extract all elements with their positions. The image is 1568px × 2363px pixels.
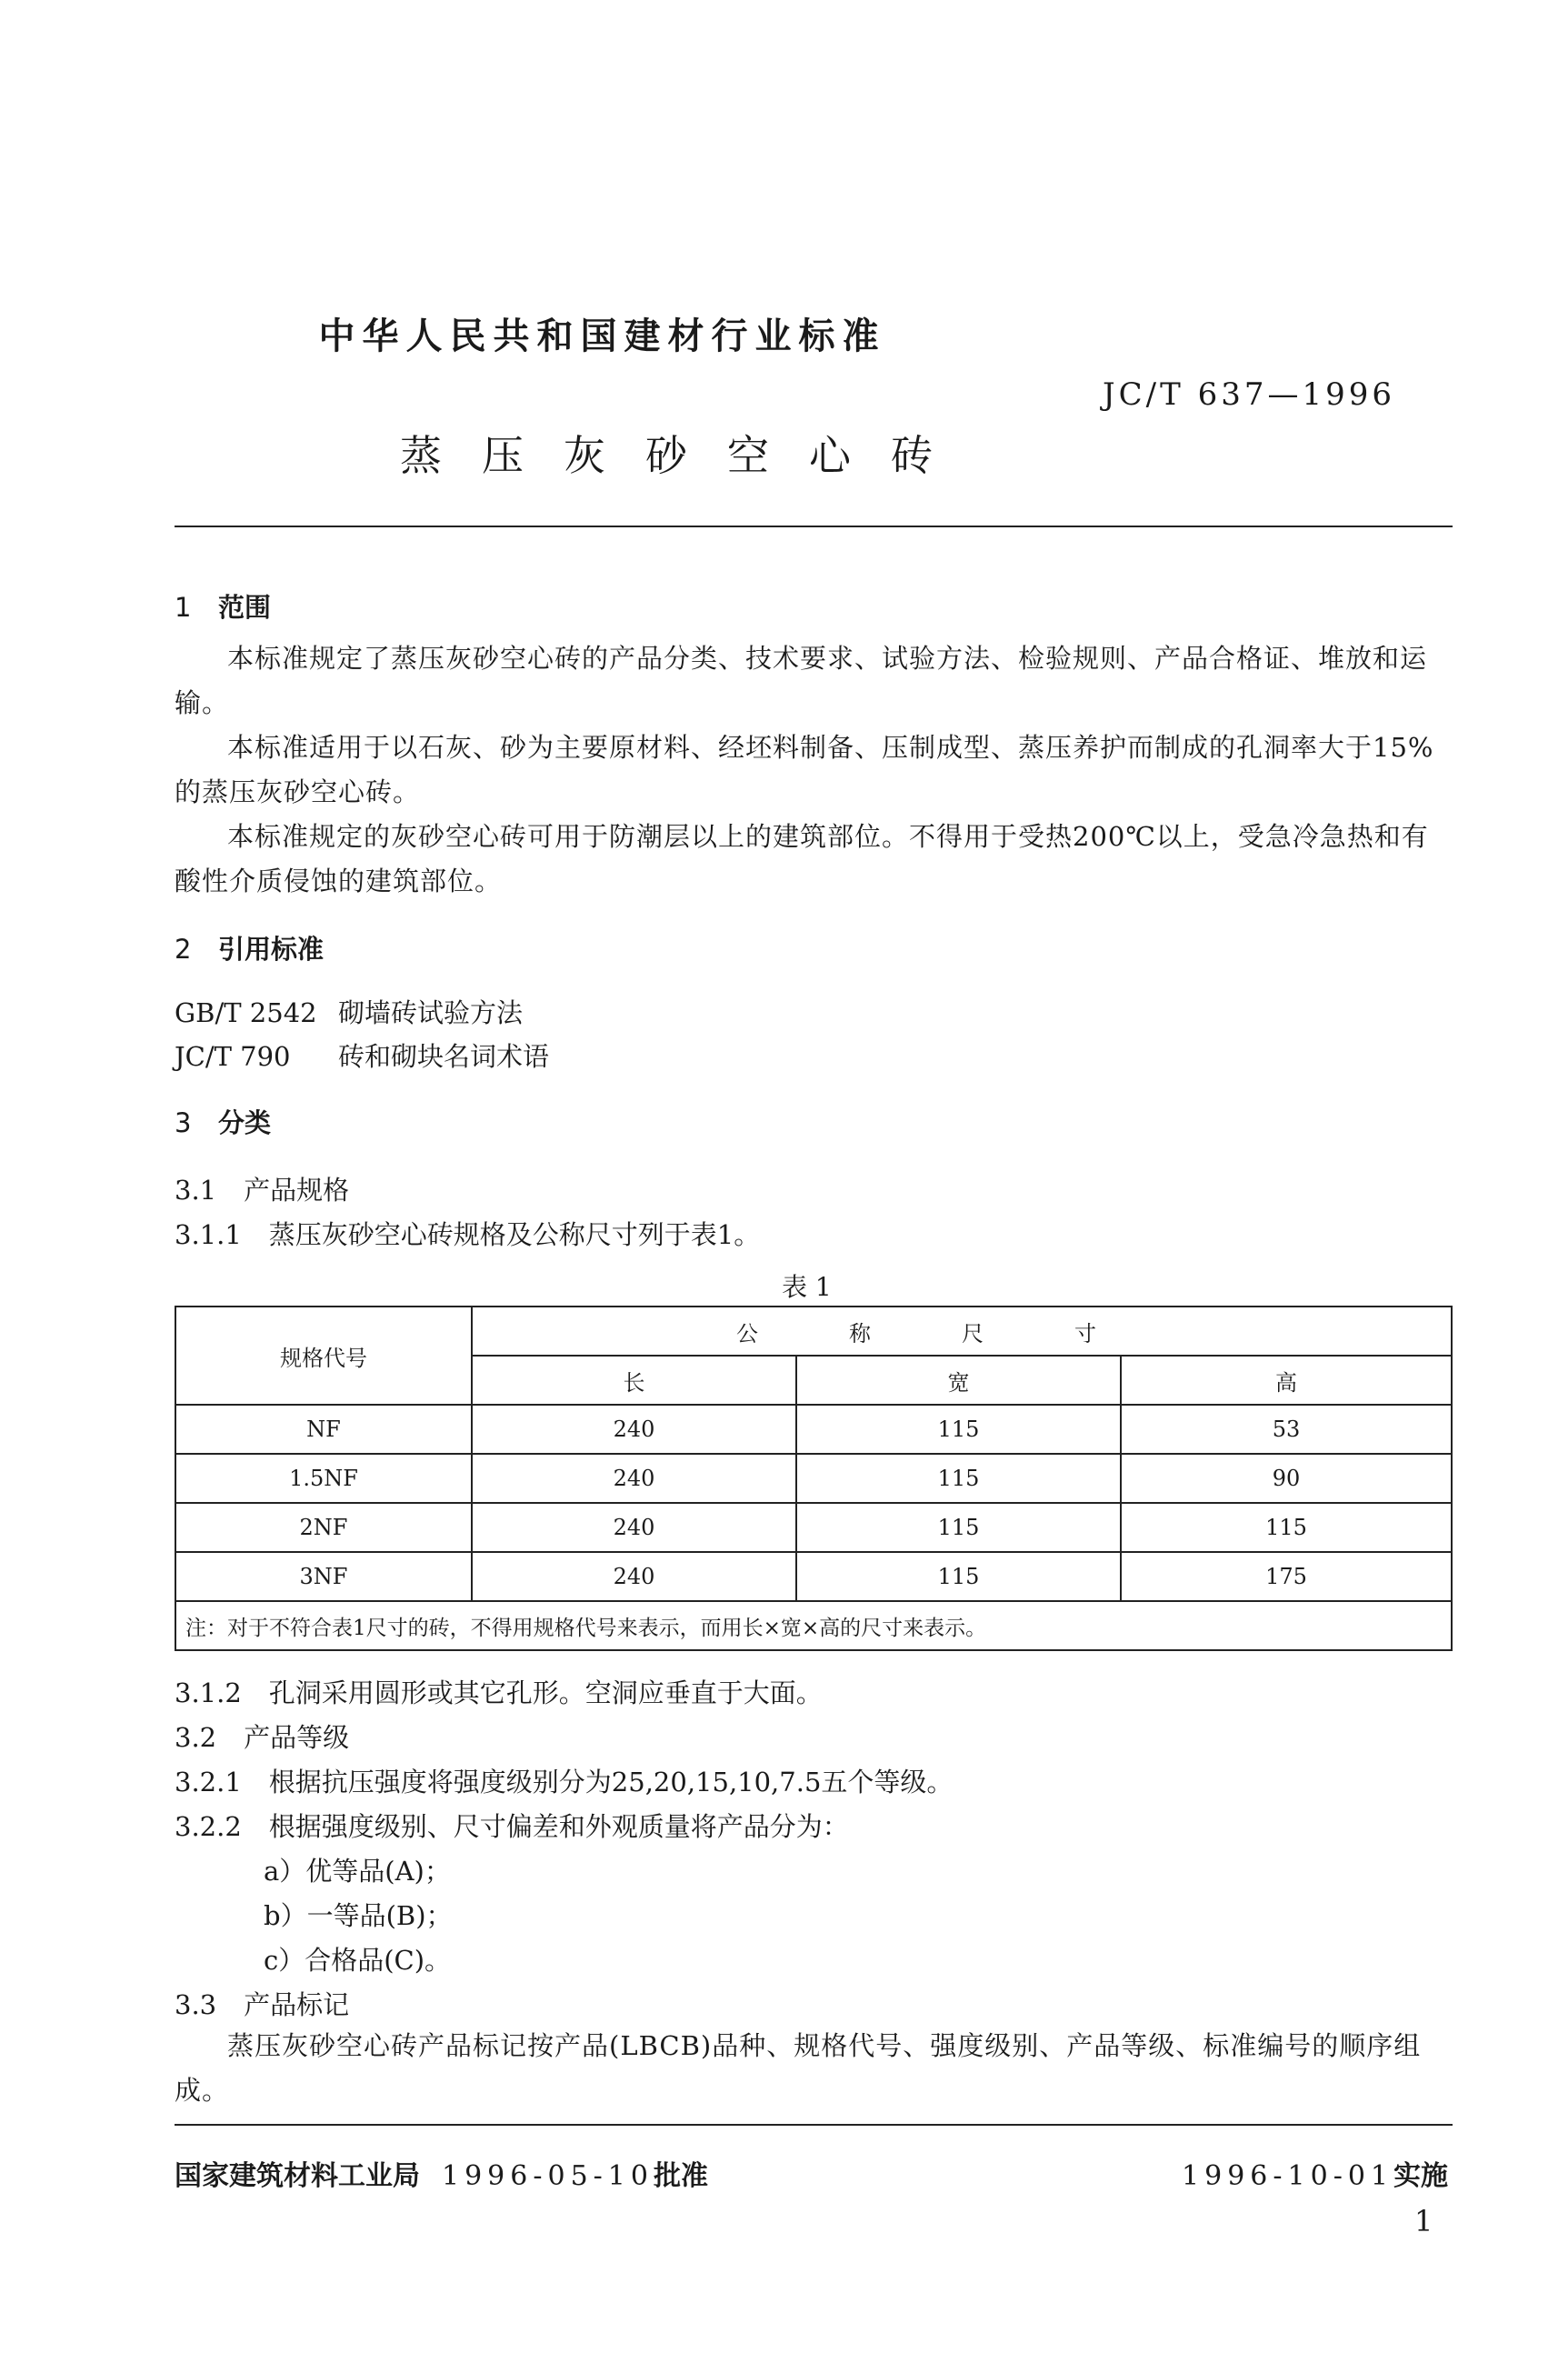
subsection-text: 根据强度级别、尺寸偏差和外观质量将产品分为：: [268, 1811, 849, 1842]
approval-date: 1996-05-10: [442, 2160, 654, 2192]
section-title: 范围: [218, 592, 272, 623]
header-cell-height: 高: [1121, 1356, 1452, 1405]
table-row: [175, 1454, 1452, 1503]
cell-width: 115: [796, 1503, 1121, 1552]
cell-code: NF: [175, 1405, 472, 1454]
footer-divider: [175, 2124, 1453, 2126]
reference-item: [175, 1036, 549, 1074]
cell-width: 115: [796, 1552, 1121, 1601]
section-number: 1: [175, 592, 192, 623]
table-row: [175, 1552, 1452, 1601]
subsection-3-1-2: [175, 1673, 823, 1710]
approval-label: 批准: [653, 2160, 708, 2192]
section-title: 分类: [218, 1107, 272, 1138]
subsection-title: 产品标记: [244, 1989, 350, 2020]
subsection-title: 产品规格: [244, 1175, 350, 1206]
cell-code: 2NF: [175, 1503, 472, 1552]
cell-width: 115: [796, 1405, 1121, 1454]
cell-length: 240: [472, 1552, 796, 1601]
subsection-3-3: [175, 1985, 349, 2022]
issuing-authority: 国家建筑材料工业局: [175, 2160, 420, 2192]
section-1-heading: [175, 587, 271, 625]
reference-name: 砖和砌块名词术语: [338, 1041, 550, 1072]
cell-length: 240: [472, 1405, 796, 1454]
subsection-3-2-2: [175, 1807, 849, 1844]
section-number: 2: [175, 934, 192, 965]
dimensions-table: [175, 1306, 1453, 1651]
section-1-paragraph-3: 本标准规定的灰砂空心砖可用于防潮层以上的建筑部位。不得用于受热200℃以上，受急冷急热和有酸性介质侵蚀的建筑部位。: [175, 821, 1429, 896]
table-row: [175, 1405, 1452, 1454]
reference-code: JC/T 790: [175, 1041, 291, 1072]
subsection-number: 3.1: [175, 1175, 217, 1206]
document-title: 蒸压灰砂空心砖: [400, 431, 973, 480]
document-authority: 中华人民共和国建材行业标准: [318, 315, 886, 357]
standard-code: JC/T 637—1996: [1103, 376, 1396, 413]
cell-height: 53: [1121, 1405, 1452, 1454]
subsection-number: 3.2: [175, 1722, 217, 1753]
grade-item: c）合格品(C)。: [264, 1945, 452, 1976]
subsection-text: 孔洞采用圆形或其它孔形。空洞应垂直于大面。: [268, 1677, 823, 1708]
subsection-number: 3.1.1: [175, 1219, 242, 1250]
subsection-3-2-1: [175, 1762, 953, 1799]
header-cell-width: 宽: [796, 1356, 1121, 1405]
header-cell-nominal-size: 公称尺寸: [472, 1307, 1452, 1356]
header-cell-code: 规格代号: [175, 1307, 472, 1405]
grade-item: a）优等品(A)；: [264, 1856, 451, 1887]
subsection-3-3-paragraph: 蒸压灰砂空心砖产品标记按产品(LBCB)品种、规格代号、强度级别、产品等级、标准编号的顺序组成。: [175, 2030, 1422, 2106]
subsection-text: 蒸压灰砂空心砖规格及公称尺寸列于表1。: [268, 1219, 761, 1250]
cell-width: 115: [796, 1454, 1121, 1503]
effective-date: 1996-10-01: [1182, 2160, 1393, 2192]
cell-length: 240: [472, 1503, 796, 1552]
approval-line: [175, 2153, 708, 2193]
effective-line: [1182, 2153, 1448, 2193]
reference-code: GB/T 2542: [175, 997, 317, 1028]
cell-length: 240: [472, 1454, 796, 1503]
effective-label: 实施: [1393, 2160, 1448, 2192]
section-3-heading: [175, 1103, 271, 1140]
section-number: 3: [175, 1107, 192, 1138]
cell-code: 3NF: [175, 1552, 472, 1601]
cell-height: 90: [1121, 1454, 1452, 1503]
header-divider: [175, 526, 1453, 527]
subsection-number: 3.1.2: [175, 1677, 242, 1708]
reference-name: 砌墙砖试验方法: [338, 997, 524, 1028]
page-number: 1: [1414, 2204, 1433, 2238]
subsection-number: 3.2.1: [175, 1767, 242, 1797]
grade-item: b）一等品(B)；: [264, 1900, 453, 1931]
reference-item: [175, 993, 523, 1030]
header-cell-length: 长: [472, 1356, 796, 1405]
subsection-number: 3.3: [175, 1989, 217, 2020]
section-title: 引用标准: [218, 934, 325, 965]
table-row: [175, 1503, 1452, 1552]
cell-code: 1.5NF: [175, 1454, 472, 1503]
subsection-3-2: [175, 1717, 349, 1755]
table-caption: 表 1: [782, 1272, 832, 1302]
subsection-3-1: [175, 1170, 349, 1207]
table-note: 注：对于不符合表1尺寸的砖，不得用规格代号来表示，而用长×宽×高的尺寸来表示。: [175, 1601, 1452, 1650]
subsection-number: 3.2.2: [175, 1811, 242, 1842]
subsection-title: 产品等级: [244, 1722, 350, 1753]
subsection-3-1-1: [175, 1215, 760, 1252]
section-2-heading: [175, 929, 324, 966]
section-1-paragraph-1: 本标准规定了蒸压灰砂空心砖的产品分类、技术要求、试验方法、检验规则、产品合格证、堆放和运输。: [175, 643, 1428, 718]
section-1-paragraph-2: 本标准适用于以石灰、砂为主要原材料、经坯料制备、压制成型、蒸压养护而制成的孔洞率大于15%的蒸压灰砂空心砖。: [175, 732, 1434, 807]
subsection-text: 根据抗压强度将强度级别分为25,20,15,10,7.5五个等级。: [268, 1767, 954, 1797]
cell-height: 175: [1121, 1552, 1452, 1601]
cell-height: 115: [1121, 1503, 1452, 1552]
